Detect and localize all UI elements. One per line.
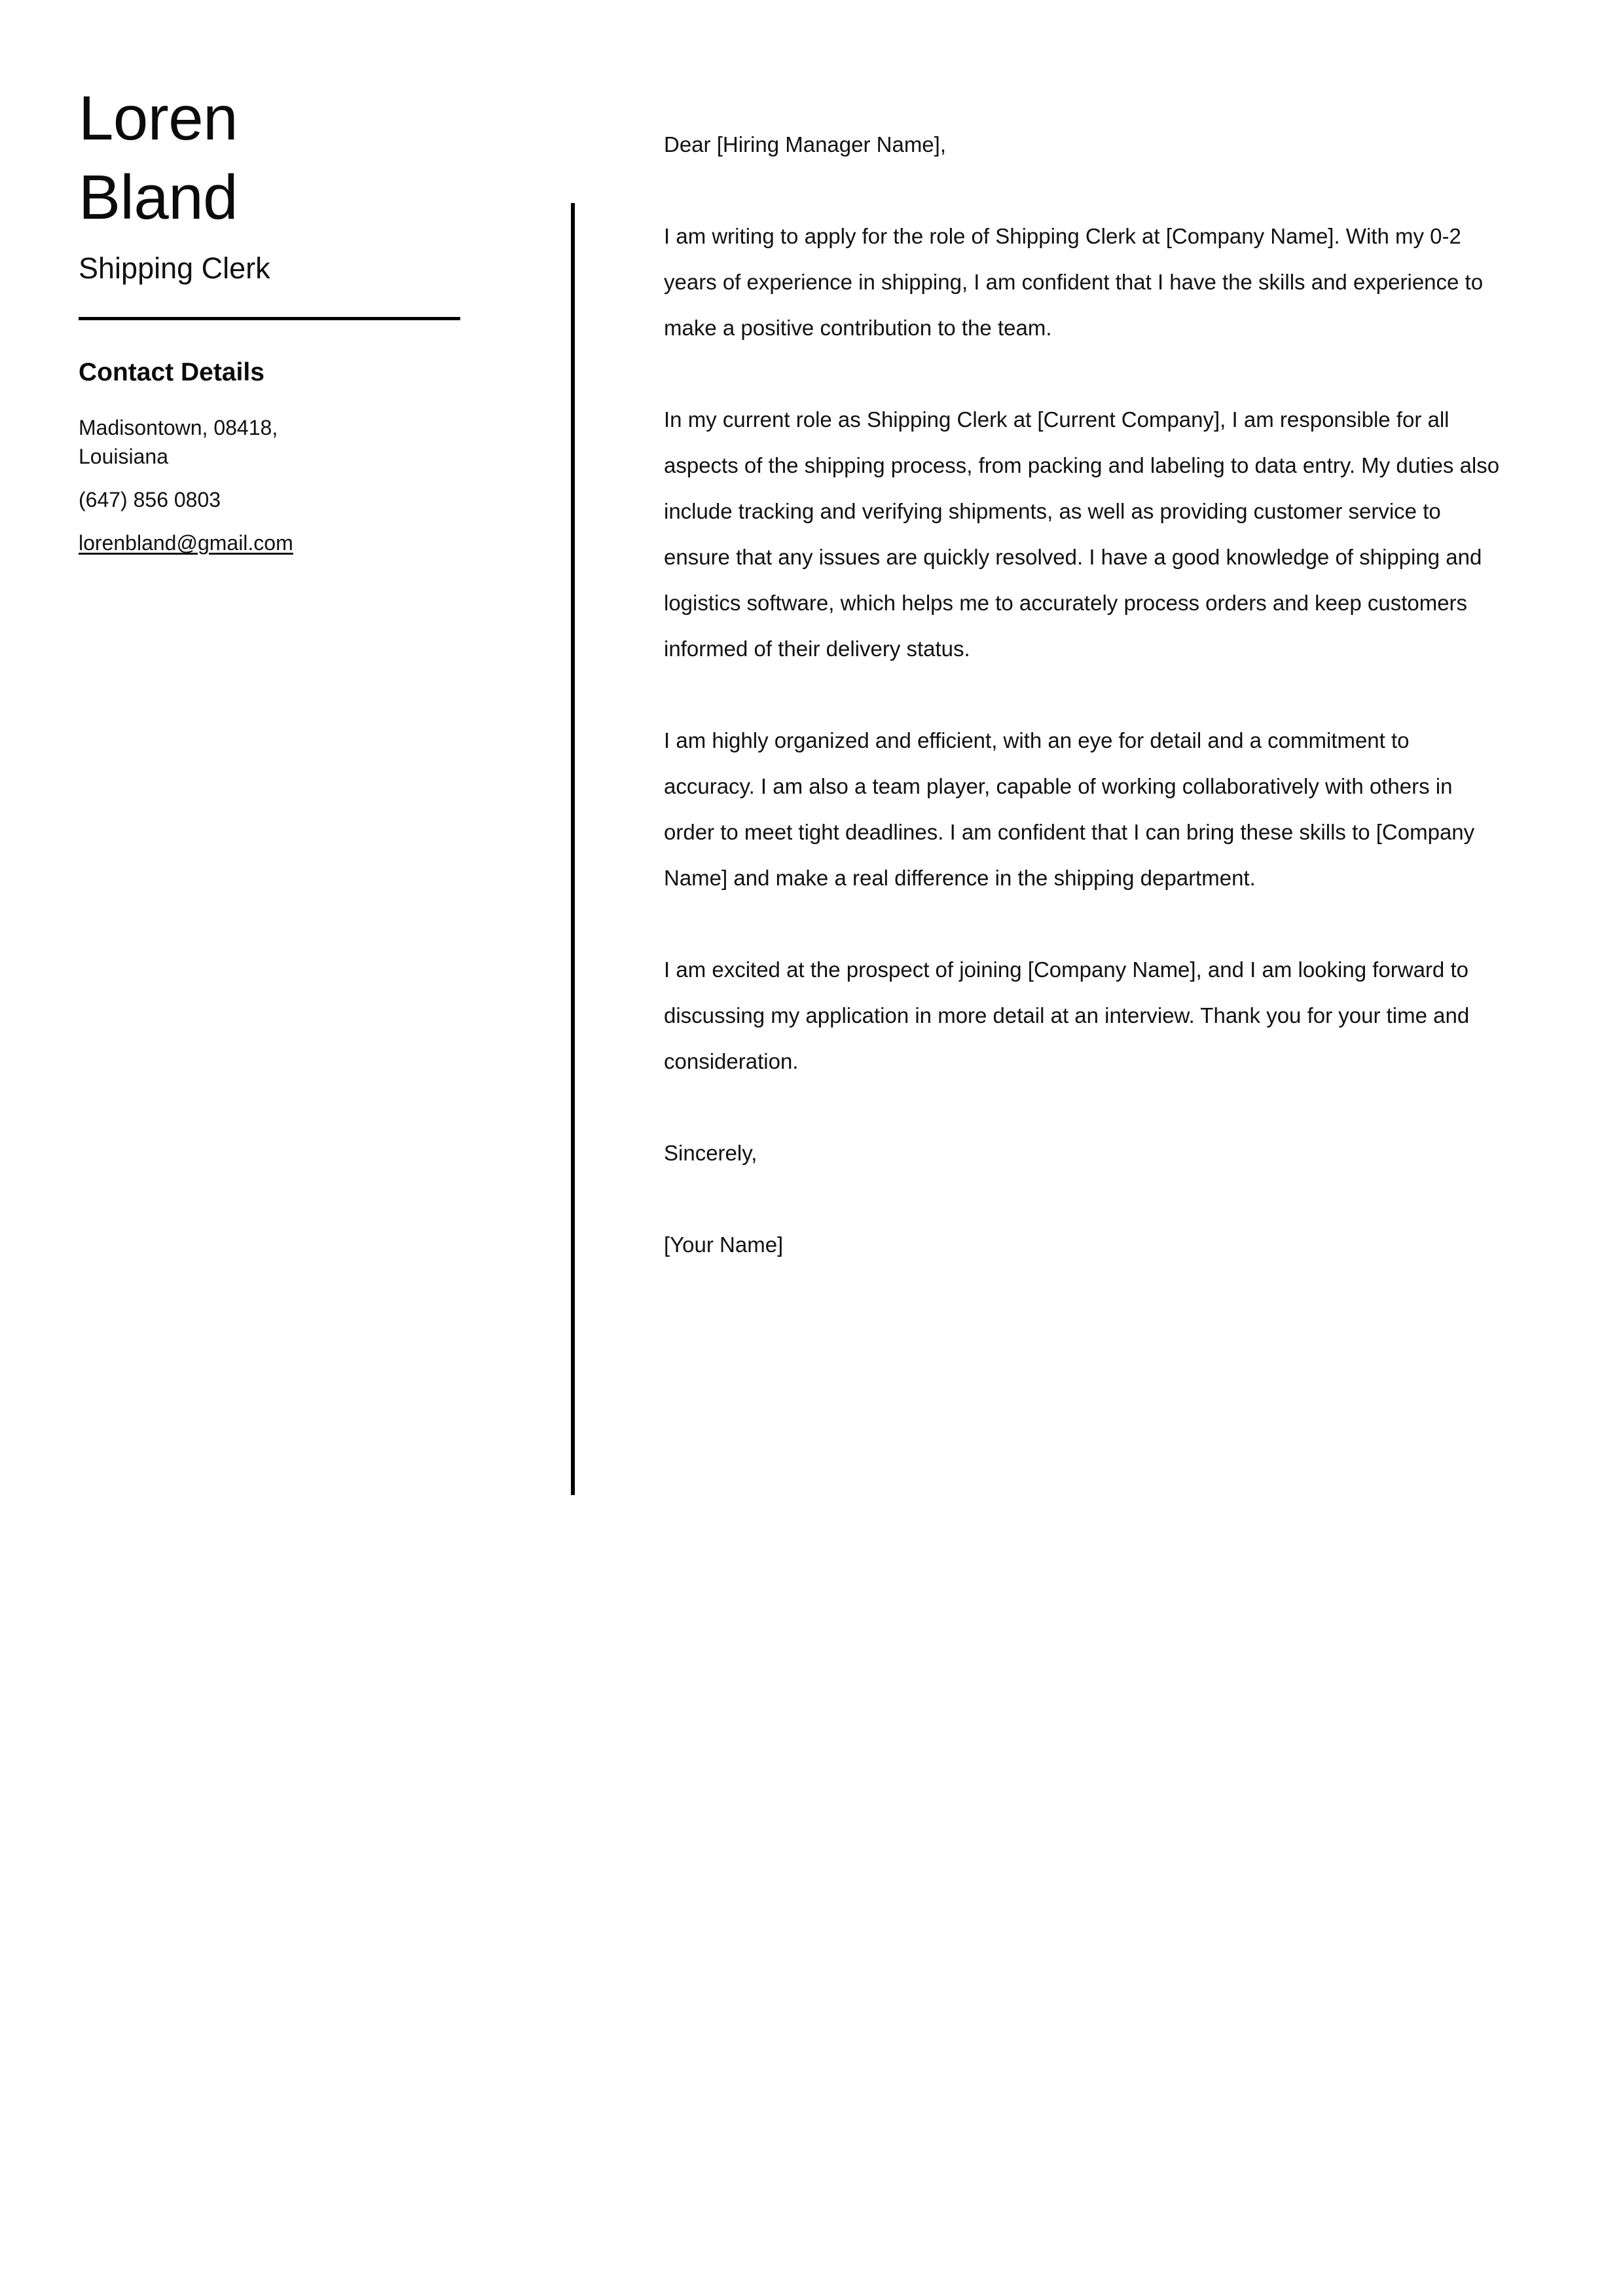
letter-paragraph-3: I am highly organized and efficient, with an eye for detail and a commitment to accuracy. I am also a team player, capable of working collaboratively with others in order to meet tight deadlines. I am confident that I can bring these skills to [Company Name] and make a real difference in the shipping department. [664,728,1475,890]
sidebar-divider-rule [79,317,460,320]
candidate-first-name: Loren [79,83,238,153]
candidate-last-name: Bland [79,162,238,232]
candidate-job-title: Shipping Clerk [79,251,270,285]
letter-paragraph-2: In my current role as Shipping Clerk at [Current Company], I am responsible for all aspects of the shipping process, from packing and labeling to data entry. My duties also include tracking and verifying shipments, as well as providing customer service to ensure that any issues are quickly resolved. I have a good knowledge of shipping and logistics software, which helps me to accurately process orders and keep customers informed of their delivery status. [664,407,1500,661]
letter-salutation: Dear [Hiring Manager Name], [664,132,946,157]
contact-address: Madisontown, 08418, Louisiana [79,416,278,468]
contact-phone[interactable]: (647) 856 0803 [79,488,221,511]
candidate-name [79,79,471,237]
contact-details-list [79,413,471,557]
letter-paragraph-1: I am writing to apply for the role of Shipping Clerk at [Company Name]. With my 0-2 years of experience in shipping, I am confident that I have the skills and experience to make a positive contribution to the team. [664,224,1484,340]
letter-paragraph-4: I am excited at the prospect of joining [Company Name], and I am looking forward to discussing my application in more detail at an interview. Thank you for your time and consideration. [664,957,1470,1073]
sidebar [79,79,471,557]
vertical-divider-rule [571,203,575,1495]
letter-signature: [Your Name] [664,1232,784,1257]
contact-email-link[interactable]: lorenbland@gmail.com [79,531,293,555]
letter-closing: Sincerely, [664,1141,757,1165]
letter-body [664,122,1505,1268]
contact-details-heading: Contact Details [79,358,264,386]
contact-email-row [79,528,360,557]
